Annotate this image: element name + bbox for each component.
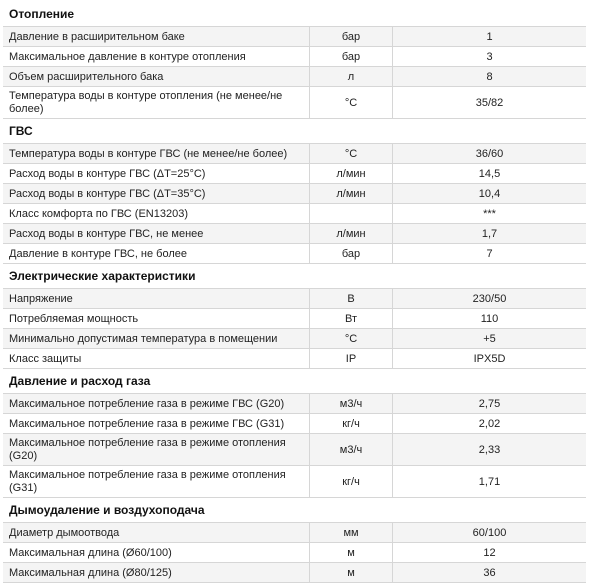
- unit-cell: В: [310, 289, 393, 309]
- spec-section-table: [3, 144, 586, 264]
- value-cell: +5: [393, 329, 587, 349]
- value-cell: IPX5D: [393, 349, 587, 369]
- parameter-name: Минимально допустимая температура в помещении: [3, 329, 310, 349]
- unit-cell: л/мин: [310, 164, 393, 184]
- table-row: [3, 329, 586, 349]
- parameter-name: Напряжение: [3, 289, 310, 309]
- table-row: [3, 434, 586, 466]
- parameter-name: Максимальное давление в контуре отопления: [3, 47, 310, 67]
- spec-section-table: [3, 289, 586, 369]
- section-title: ГВС: [3, 119, 586, 144]
- value-cell: 230/50: [393, 289, 587, 309]
- value-cell: 110: [393, 309, 587, 329]
- value-cell: 1: [393, 27, 587, 47]
- unit-cell: °C: [310, 144, 393, 164]
- unit-cell: м3/ч: [310, 394, 393, 414]
- parameter-name: Максимальное потребление газа в режиме отопления (G20): [3, 434, 310, 466]
- table-row: [3, 27, 586, 47]
- value-cell: 36: [393, 563, 587, 583]
- value-cell: 35/82: [393, 87, 587, 119]
- table-row: [3, 523, 586, 543]
- value-cell: 3: [393, 47, 587, 67]
- unit-cell: бар: [310, 47, 393, 67]
- value-cell: 10,4: [393, 184, 587, 204]
- parameter-name: Температура воды в контуре отопления (не менее/не более): [3, 87, 310, 119]
- unit-cell: м: [310, 543, 393, 563]
- parameter-name: Расход воды в контуре ГВС (ΔT=35°C): [3, 184, 310, 204]
- parameter-name: Класс комфорта по ГВС (EN13203): [3, 204, 310, 224]
- unit-cell: IP: [310, 349, 393, 369]
- value-cell: 8: [393, 67, 587, 87]
- table-row: [3, 543, 586, 563]
- unit-cell: [310, 204, 393, 224]
- value-cell: 1,71: [393, 466, 587, 498]
- value-cell: ***: [393, 204, 587, 224]
- table-row: [3, 184, 586, 204]
- table-row: [3, 164, 586, 184]
- table-row: [3, 466, 586, 498]
- unit-cell: °C: [310, 87, 393, 119]
- parameter-name: Расход воды в контуре ГВС, не менее: [3, 224, 310, 244]
- value-cell: 60/100: [393, 523, 587, 543]
- table-row: [3, 144, 586, 164]
- value-cell: 1,7: [393, 224, 587, 244]
- value-cell: 14,5: [393, 164, 587, 184]
- table-row: [3, 289, 586, 309]
- unit-cell: л: [310, 67, 393, 87]
- parameter-name: Максимальное потребление газа в режиме ГВС (G31): [3, 414, 310, 434]
- table-row: [3, 394, 586, 414]
- table-row: [3, 87, 586, 119]
- value-cell: 2,02: [393, 414, 587, 434]
- value-cell: 2,33: [393, 434, 587, 466]
- unit-cell: л/мин: [310, 224, 393, 244]
- unit-cell: м3/ч: [310, 434, 393, 466]
- unit-cell: м: [310, 563, 393, 583]
- unit-cell: °C: [310, 329, 393, 349]
- parameter-name: Объем расширительного бака: [3, 67, 310, 87]
- section-title: Дымоудаление и воздухоподача: [3, 498, 586, 523]
- value-cell: 2,75: [393, 394, 587, 414]
- unit-cell: кг/ч: [310, 414, 393, 434]
- unit-cell: бар: [310, 27, 393, 47]
- table-row: [3, 244, 586, 264]
- parameter-name: Давление в контуре ГВС, не более: [3, 244, 310, 264]
- table-row: [3, 204, 586, 224]
- value-cell: 36/60: [393, 144, 587, 164]
- table-row: [3, 309, 586, 329]
- section-title: Давление и расход газа: [3, 369, 586, 394]
- value-cell: 12: [393, 543, 587, 563]
- unit-cell: кг/ч: [310, 466, 393, 498]
- parameter-name: Потребляемая мощность: [3, 309, 310, 329]
- spec-section-table: [3, 394, 586, 498]
- unit-cell: Вт: [310, 309, 393, 329]
- section-title: Отопление: [3, 2, 586, 27]
- parameter-name: Максимальное потребление газа в режиме ГВС (G20): [3, 394, 310, 414]
- table-row: [3, 224, 586, 244]
- parameter-name: Давление в расширительном баке: [3, 27, 310, 47]
- table-row: [3, 414, 586, 434]
- parameter-name: Максимальная длина (Ø80/125): [3, 563, 310, 583]
- unit-cell: мм: [310, 523, 393, 543]
- table-row: [3, 349, 586, 369]
- table-row: [3, 67, 586, 87]
- table-row: [3, 47, 586, 67]
- parameter-name: Максимальная длина (Ø60/100): [3, 543, 310, 563]
- spec-section-table: [3, 27, 586, 119]
- section-title: Электрические характеристики: [3, 264, 586, 289]
- parameter-name: Расход воды в контуре ГВС (ΔT=25°C): [3, 164, 310, 184]
- parameter-name: Класс защиты: [3, 349, 310, 369]
- parameter-name: Максимальное потребление газа в режиме отопления (G31): [3, 466, 310, 498]
- spec-section-table: [3, 523, 586, 583]
- unit-cell: бар: [310, 244, 393, 264]
- parameter-name: Температура воды в контуре ГВС (не менее/не более): [3, 144, 310, 164]
- specifications-table: [3, 0, 586, 583]
- value-cell: 7: [393, 244, 587, 264]
- parameter-name: Диаметр дымоотвода: [3, 523, 310, 543]
- unit-cell: л/мин: [310, 184, 393, 204]
